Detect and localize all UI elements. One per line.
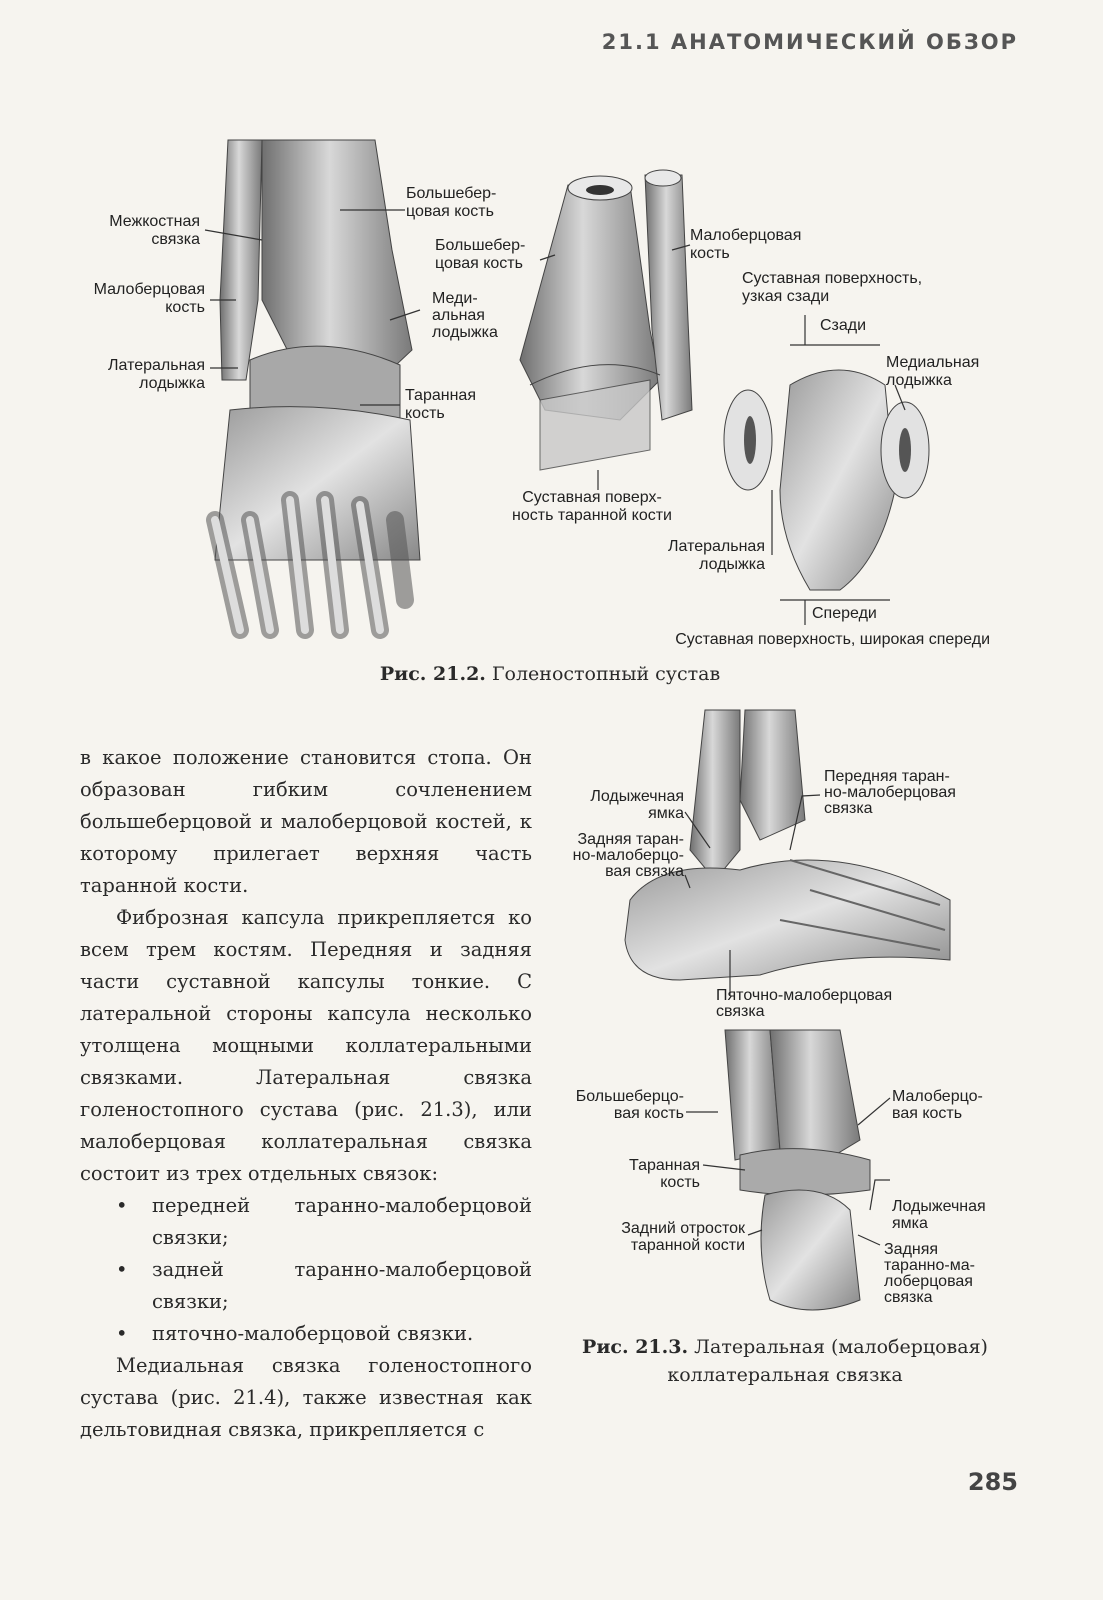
paragraph-1: в какое положение становится стопа. Он образован гибким сочленением большеберцовой и малоберцовой костей, к которому прилегает верхняя часть таранной кости. (80, 746, 532, 897)
figure-caption-21-2: Рис. 21.2. Голеностопный сустав (379, 663, 721, 685)
label-medial-malleolus-right: Медиальная лодыжка (886, 354, 980, 389)
page-number: 285 (967, 1468, 1018, 1496)
list-item: • задней таранно-малоберцовой связки; (80, 1254, 532, 1318)
label-talus-left: Таранная кость (405, 387, 476, 422)
paragraph-2: Фиброзная капсула прикрепляется ко всем трем костям. Передняя и задняя части суставной капсулы тонкие. С латеральной стороны капсула несколько утолщена мощными коллатеральными связками. Латеральная связка голеностопного сустава (рис. 21.3), или малоберцовая коллатеральная связка состоит из трех отдельных связок: (80, 906, 532, 1185)
list-item: • пяточно-малоберцовой связки. (80, 1318, 532, 1350)
label-medial-malleolus-left: Меди-альная лодыжка (432, 290, 498, 341)
label-articular-surface-narrow: Суставная поверхность, узкая сзади (742, 270, 923, 305)
running-header: 21.1 АНАТОМИЧЕСКИЙ ОБЗОР (601, 30, 1018, 54)
label-tibia-middle: Большебер-цовая кость (435, 237, 526, 272)
posterior-ankle-illustration (725, 1030, 870, 1310)
label-fibula-left: Малоберцовая кость (93, 281, 205, 316)
label-fibula-right: Малоберцовая кость (690, 227, 802, 262)
label-lateral-malleolus-left: Латеральная лодыжка (108, 357, 205, 392)
mortise-model-illustration (520, 170, 692, 470)
list-item: • передней таранно-малоберцовой связки; (80, 1190, 532, 1254)
figure-lateral-ligament (540, 700, 1010, 1330)
label-articular-surface-talus: Суставная поверх-ность таранной кости (512, 489, 672, 524)
ligament-list (80, 1190, 532, 1350)
label-posterior-talofibular-bottom: Задняя таранно-ма-лоберцовая связка (884, 1241, 975, 1306)
figure-ankle-joint (0, 0, 1103, 700)
label-tibia: Большеберцо-вая кость (575, 1088, 684, 1122)
label-talus: Таранная кость (629, 1157, 700, 1191)
label-posterior-process: Задний отросток таранной кости (621, 1220, 745, 1254)
label-fibula: Малоберцо-вая кость (892, 1088, 983, 1122)
label-posterior: Сзади (820, 317, 867, 334)
label-malleolar-fossa-top: Лодыжечная ямка (590, 788, 684, 822)
label-anterior: Спереди (812, 605, 877, 622)
label-malleolar-fossa-bottom: Лодыжечная ямка (892, 1198, 986, 1232)
label-tibia-top: Большебер-цовая кость (406, 185, 497, 220)
figure-caption-21-3: Рис. 21.3. Латеральная (малоберцовая) коллатеральная связка (582, 1336, 988, 1386)
body-text (80, 742, 532, 1446)
label-articular-surface-wide: Суставная поверхность, широкая спереди (675, 631, 990, 648)
label-lateral-malleolus-right: Латеральная лодыжка (668, 538, 765, 573)
anterior-ankle-illustration (215, 140, 420, 630)
label-interosseous-ligament: Межкостная связка (109, 213, 200, 248)
paragraph-3: Медиальная связка голеностопного сустава (рис. 21.4), также известная как дельтовидная связка, прикрепляется с (80, 1354, 532, 1441)
label-posterior-talofibular-top: Задняя таран-но-малоберцо-вая связка (572, 831, 684, 880)
label-calcaneofibular: Пяточно-малоберцовая связка (716, 987, 893, 1020)
label-anterior-talofibular: Передняя таран-но-малоберцовая связка (824, 768, 956, 817)
